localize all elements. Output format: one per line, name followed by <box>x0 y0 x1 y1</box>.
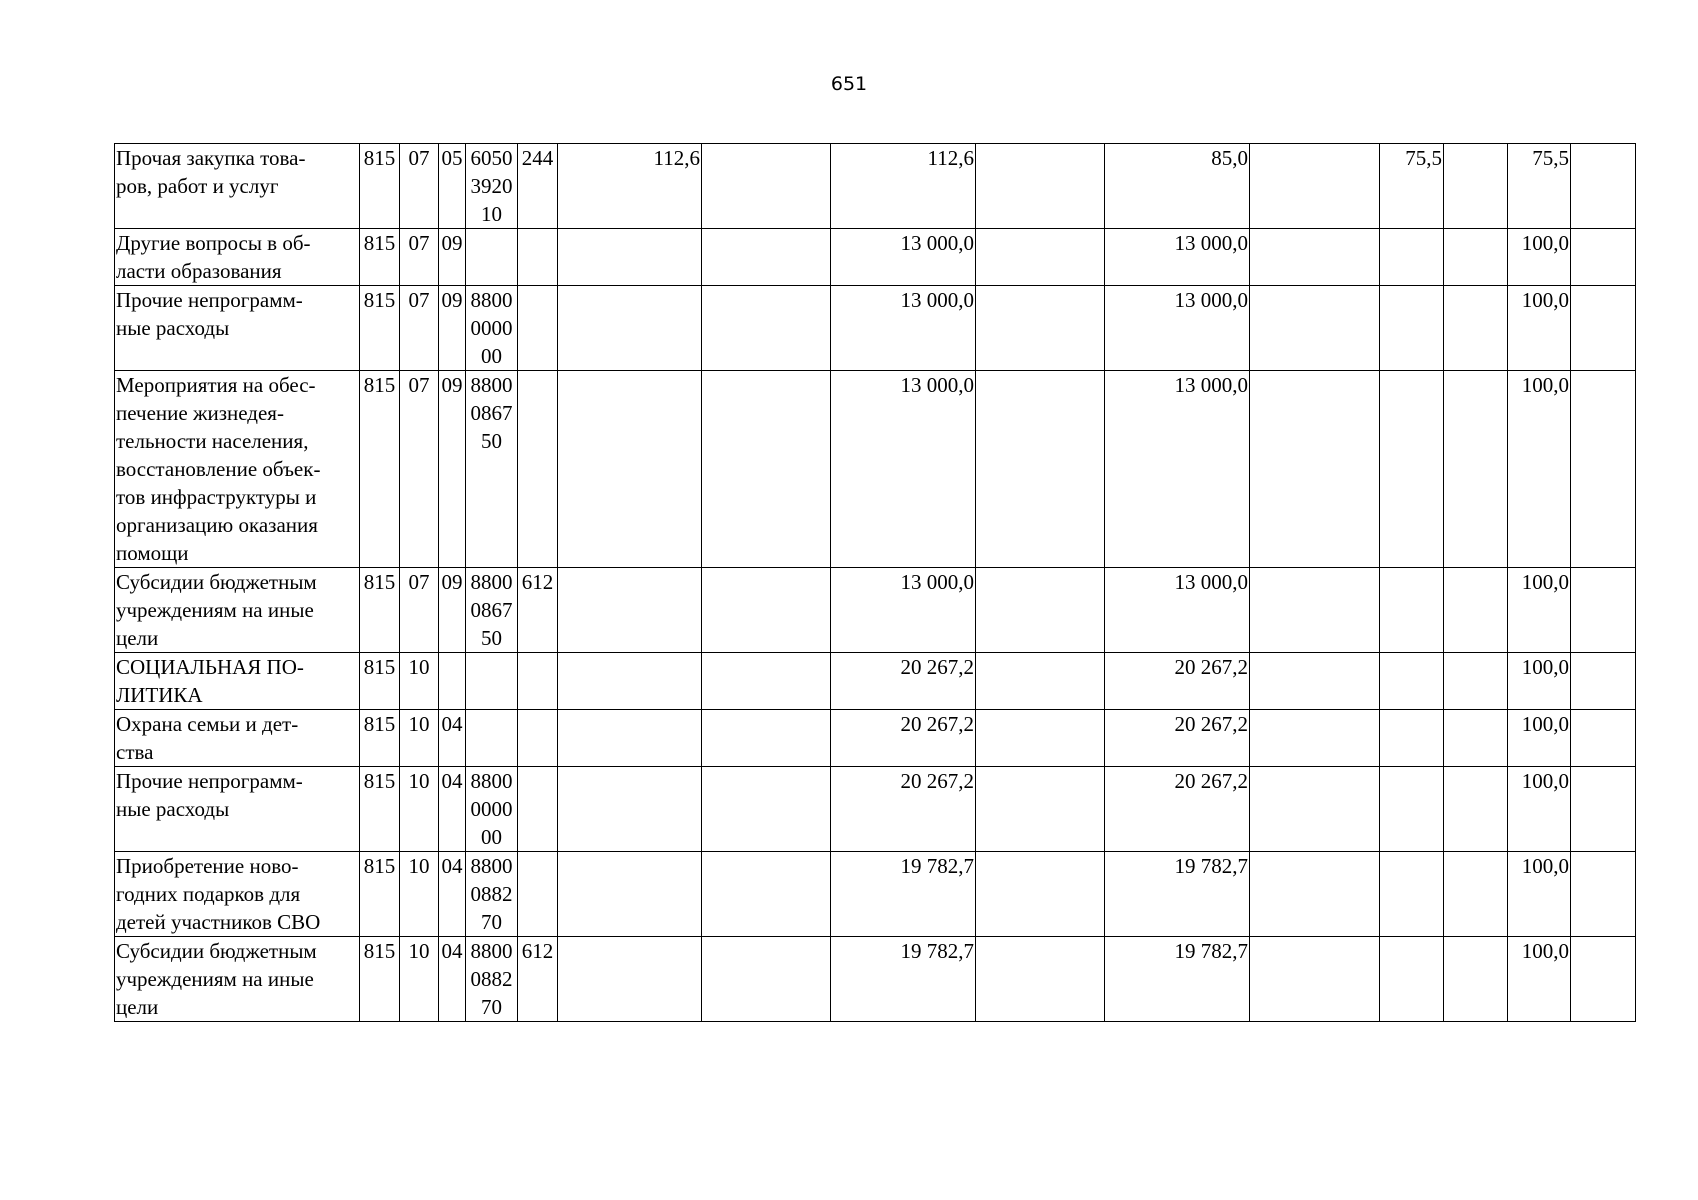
target-article-cell <box>466 937 518 1022</box>
target-article-cell <box>466 710 518 767</box>
section-code-cell-text: 07 <box>408 146 430 170</box>
amount-cell-9 <box>1508 852 1571 937</box>
table-row <box>115 653 1636 710</box>
amount-cell-4 <box>976 653 1105 710</box>
amount-cell-4 <box>976 710 1105 767</box>
amount-cell-9-text: 100,0 <box>1521 939 1569 963</box>
amount-cell-10 <box>1571 371 1636 568</box>
amount-cell-10 <box>1571 937 1636 1022</box>
subsection-code-cell-text: 04 <box>441 854 463 878</box>
subsection-code-cell <box>439 229 466 286</box>
amount-cell-8 <box>1444 710 1508 767</box>
expense-type-cell <box>518 144 558 229</box>
subsection-code-cell <box>439 767 466 852</box>
amount-cell-3-text: 19 782,7 <box>900 854 974 878</box>
amount-cell-7 <box>1380 653 1444 710</box>
section-code-cell <box>400 767 439 852</box>
target-article-cell <box>466 767 518 852</box>
amount-cell-6 <box>1250 852 1380 937</box>
table-row <box>115 371 1636 568</box>
row-name-cell <box>115 767 360 852</box>
admin-code-cell <box>360 767 400 852</box>
target-article-cell-text: 8800 0882 70 <box>470 854 513 934</box>
amount-cell-5-text: 20 267,2 <box>1174 769 1248 793</box>
row-name-cell-text: Другие вопросы в об- ласти образования <box>116 231 311 283</box>
target-article-cell-text: 8800 0867 50 <box>470 570 513 650</box>
table-row <box>115 710 1636 767</box>
amount-cell-2 <box>702 852 831 937</box>
expense-type-cell <box>518 937 558 1022</box>
row-name-cell <box>115 852 360 937</box>
expense-type-cell-text: 612 <box>521 939 554 963</box>
subsection-code-cell <box>439 286 466 371</box>
expense-type-cell <box>518 229 558 286</box>
section-code-cell <box>400 653 439 710</box>
section-code-cell-text: 10 <box>408 939 430 963</box>
row-name-cell <box>115 937 360 1022</box>
amount-cell-9-text: 75,5 <box>1532 146 1569 170</box>
amount-cell-1 <box>558 852 702 937</box>
amount-cell-9 <box>1508 937 1571 1022</box>
amount-cell-8 <box>1444 767 1508 852</box>
amount-cell-6 <box>1250 229 1380 286</box>
section-code-cell-text: 07 <box>408 373 430 397</box>
amount-cell-9 <box>1508 371 1571 568</box>
row-name-cell-text: Прочая закупка това- ров, работ и услуг <box>116 146 306 198</box>
amount-cell-6 <box>1250 144 1380 229</box>
section-code-cell <box>400 710 439 767</box>
section-code-cell <box>400 568 439 653</box>
amount-cell-6 <box>1250 286 1380 371</box>
target-article-cell <box>466 229 518 286</box>
section-code-cell-text: 07 <box>408 570 430 594</box>
section-code-cell <box>400 286 439 371</box>
amount-cell-7 <box>1380 568 1444 653</box>
admin-code-cell-text: 815 <box>363 854 396 878</box>
amount-cell-5-text: 13 000,0 <box>1174 570 1248 594</box>
admin-code-cell-text: 815 <box>363 288 396 312</box>
amount-cell-3 <box>831 229 976 286</box>
amount-cell-3 <box>831 852 976 937</box>
subsection-code-cell-text: 04 <box>441 769 463 793</box>
amount-cell-9 <box>1508 568 1571 653</box>
amount-cell-5-text: 20 267,2 <box>1174 655 1248 679</box>
section-code-cell <box>400 852 439 937</box>
table-row <box>115 767 1636 852</box>
amount-cell-7 <box>1380 371 1444 568</box>
expense-type-cell <box>518 710 558 767</box>
amount-cell-9-text: 100,0 <box>1521 373 1569 397</box>
amount-cell-2 <box>702 371 831 568</box>
row-name-cell-text: СОЦИАЛЬНАЯ ПО- ЛИТИКА <box>116 655 304 707</box>
subsection-code-cell <box>439 568 466 653</box>
admin-code-cell <box>360 937 400 1022</box>
admin-code-cell-text: 815 <box>363 655 396 679</box>
amount-cell-1 <box>558 371 702 568</box>
amount-cell-5-text: 85,0 <box>1211 146 1248 170</box>
amount-cell-10 <box>1571 852 1636 937</box>
amount-cell-10 <box>1571 568 1636 653</box>
expense-type-cell <box>518 371 558 568</box>
subsection-code-cell <box>439 371 466 568</box>
row-name-cell-text: Приобретение ново- годних подарков для детей участников СВО <box>116 854 321 934</box>
amount-cell-8 <box>1444 144 1508 229</box>
table-row <box>115 852 1636 937</box>
amount-cell-6 <box>1250 937 1380 1022</box>
amount-cell-9-text: 100,0 <box>1521 288 1569 312</box>
amount-cell-3-text: 20 267,2 <box>900 655 974 679</box>
amount-cell-8 <box>1444 852 1508 937</box>
amount-cell-10 <box>1571 286 1636 371</box>
target-article-cell-text: 8800 0882 70 <box>470 939 513 1019</box>
admin-code-cell-text: 815 <box>363 231 396 255</box>
section-code-cell-text: 10 <box>408 854 430 878</box>
row-name-cell <box>115 144 360 229</box>
expense-type-cell <box>518 767 558 852</box>
amount-cell-7 <box>1380 144 1444 229</box>
target-article-cell <box>466 286 518 371</box>
amount-cell-5-text: 20 267,2 <box>1174 712 1248 736</box>
subsection-code-cell-text: 04 <box>441 712 463 736</box>
amount-cell-5 <box>1105 767 1250 852</box>
admin-code-cell-text: 815 <box>363 373 396 397</box>
amount-cell-9-text: 100,0 <box>1521 854 1569 878</box>
admin-code-cell-text: 815 <box>363 570 396 594</box>
admin-code-cell <box>360 286 400 371</box>
amount-cell-3-text: 13 000,0 <box>900 373 974 397</box>
amount-cell-10 <box>1571 653 1636 710</box>
subsection-code-cell <box>439 653 466 710</box>
target-article-cell <box>466 144 518 229</box>
amount-cell-7 <box>1380 767 1444 852</box>
amount-cell-8 <box>1444 568 1508 653</box>
row-name-cell-text: Охрана семьи и дет- ства <box>116 712 299 764</box>
amount-cell-8 <box>1444 286 1508 371</box>
amount-cell-4 <box>976 937 1105 1022</box>
subsection-code-cell <box>439 937 466 1022</box>
admin-code-cell-text: 815 <box>363 939 396 963</box>
subsection-code-cell <box>439 852 466 937</box>
amount-cell-2 <box>702 710 831 767</box>
amount-cell-3 <box>831 144 976 229</box>
amount-cell-7 <box>1380 937 1444 1022</box>
expense-type-cell <box>518 852 558 937</box>
amount-cell-3-text: 13 000,0 <box>900 570 974 594</box>
amount-cell-9-text: 100,0 <box>1521 769 1569 793</box>
amount-cell-9 <box>1508 144 1571 229</box>
expense-type-cell <box>518 568 558 653</box>
amount-cell-6 <box>1250 653 1380 710</box>
row-name-cell <box>115 710 360 767</box>
row-name-cell-text: Прочие непрограмм- ные расходы <box>116 288 303 340</box>
amount-cell-2 <box>702 653 831 710</box>
amount-cell-6 <box>1250 568 1380 653</box>
subsection-code-cell-text: 09 <box>441 373 463 397</box>
amount-cell-2 <box>702 229 831 286</box>
target-article-cell <box>466 371 518 568</box>
amount-cell-9-text: 100,0 <box>1521 712 1569 736</box>
amount-cell-9-text: 100,0 <box>1521 231 1569 255</box>
amount-cell-9 <box>1508 286 1571 371</box>
section-code-cell <box>400 144 439 229</box>
amount-cell-5 <box>1105 852 1250 937</box>
amount-cell-1 <box>558 229 702 286</box>
amount-cell-4 <box>976 852 1105 937</box>
table-row <box>115 937 1636 1022</box>
amount-cell-1-text: 112,6 <box>653 146 700 170</box>
row-name-cell <box>115 653 360 710</box>
amount-cell-3-text: 20 267,2 <box>900 712 974 736</box>
amount-cell-5-text: 13 000,0 <box>1174 231 1248 255</box>
amount-cell-2 <box>702 568 831 653</box>
subsection-code-cell-text: 09 <box>441 570 463 594</box>
row-name-cell <box>115 286 360 371</box>
table-body <box>115 144 1636 1022</box>
target-article-cell-text: 8800 0000 00 <box>470 288 513 368</box>
subsection-code-cell-text: 09 <box>441 231 463 255</box>
amount-cell-8 <box>1444 229 1508 286</box>
amount-cell-6 <box>1250 710 1380 767</box>
amount-cell-7 <box>1380 710 1444 767</box>
section-code-cell-text: 07 <box>408 231 430 255</box>
amount-cell-2 <box>702 767 831 852</box>
admin-code-cell <box>360 568 400 653</box>
amount-cell-5-text: 19 782,7 <box>1174 854 1248 878</box>
row-name-cell <box>115 229 360 286</box>
amount-cell-4 <box>976 229 1105 286</box>
amount-cell-7 <box>1380 286 1444 371</box>
amount-cell-5 <box>1105 286 1250 371</box>
section-code-cell-text: 07 <box>408 288 430 312</box>
section-code-cell <box>400 229 439 286</box>
amount-cell-10 <box>1571 710 1636 767</box>
amount-cell-2 <box>702 937 831 1022</box>
subsection-code-cell <box>439 710 466 767</box>
expense-type-cell <box>518 653 558 710</box>
amount-cell-6 <box>1250 371 1380 568</box>
section-code-cell <box>400 371 439 568</box>
row-name-cell-text: Мероприятия на обес- печение жизнедея- тельности населения, восстановление объек- тов инфраструктуры и организацию оказания помощи <box>116 373 321 565</box>
amount-cell-3 <box>831 653 976 710</box>
amount-cell-4 <box>976 144 1105 229</box>
admin-code-cell <box>360 852 400 937</box>
amount-cell-5-text: 13 000,0 <box>1174 373 1248 397</box>
amount-cell-1 <box>558 710 702 767</box>
amount-cell-5-text: 13 000,0 <box>1174 288 1248 312</box>
target-article-cell-text: 8800 0000 00 <box>470 769 513 849</box>
target-article-cell-text: 8800 0867 50 <box>470 373 513 453</box>
admin-code-cell-text: 815 <box>363 769 396 793</box>
amount-cell-9 <box>1508 653 1571 710</box>
admin-code-cell <box>360 371 400 568</box>
amount-cell-5 <box>1105 710 1250 767</box>
expense-type-cell-text: 612 <box>521 570 554 594</box>
admin-code-cell <box>360 653 400 710</box>
amount-cell-4 <box>976 371 1105 568</box>
row-name-cell-text: Субсидии бюджетным учреждениям на иные цели <box>116 939 317 1019</box>
section-code-cell-text: 10 <box>408 655 430 679</box>
section-code-cell-text: 10 <box>408 769 430 793</box>
target-article-cell <box>466 568 518 653</box>
amount-cell-1 <box>558 568 702 653</box>
amount-cell-10 <box>1571 767 1636 852</box>
target-article-cell <box>466 653 518 710</box>
amount-cell-5-text: 19 782,7 <box>1174 939 1248 963</box>
amount-cell-7 <box>1380 852 1444 937</box>
amount-cell-3-text: 112,6 <box>927 146 974 170</box>
amount-cell-2 <box>702 144 831 229</box>
target-article-cell <box>466 852 518 937</box>
table-row <box>115 229 1636 286</box>
amount-cell-3 <box>831 937 976 1022</box>
table-row <box>115 144 1636 229</box>
admin-code-cell-text: 815 <box>363 712 396 736</box>
amount-cell-5 <box>1105 937 1250 1022</box>
amount-cell-5 <box>1105 229 1250 286</box>
amount-cell-7-text: 75,5 <box>1405 146 1442 170</box>
amount-cell-3-text: 13 000,0 <box>900 288 974 312</box>
amount-cell-9-text: 100,0 <box>1521 570 1569 594</box>
amount-cell-8 <box>1444 937 1508 1022</box>
subsection-code-cell-text: 05 <box>441 146 463 170</box>
amount-cell-9 <box>1508 767 1571 852</box>
amount-cell-3 <box>831 371 976 568</box>
amount-cell-5 <box>1105 371 1250 568</box>
amount-cell-8 <box>1444 653 1508 710</box>
amount-cell-1 <box>558 937 702 1022</box>
page-number: 651 <box>830 73 868 95</box>
subsection-code-cell-text: 04 <box>441 939 463 963</box>
amount-cell-8 <box>1444 371 1508 568</box>
amount-cell-3 <box>831 710 976 767</box>
expense-type-cell-text: 244 <box>521 146 554 170</box>
amount-cell-3-text: 19 782,7 <box>900 939 974 963</box>
admin-code-cell <box>360 144 400 229</box>
subsection-code-cell <box>439 144 466 229</box>
table-row <box>115 286 1636 371</box>
amount-cell-1 <box>558 286 702 371</box>
amount-cell-9 <box>1508 229 1571 286</box>
row-name-cell-text: Прочие непрограмм- ные расходы <box>116 769 303 821</box>
amount-cell-4 <box>976 568 1105 653</box>
amount-cell-3-text: 20 267,2 <box>900 769 974 793</box>
amount-cell-6 <box>1250 767 1380 852</box>
amount-cell-1 <box>558 767 702 852</box>
subsection-code-cell-text: 09 <box>441 288 463 312</box>
table-row <box>115 568 1636 653</box>
amount-cell-3 <box>831 568 976 653</box>
amount-cell-9-text: 100,0 <box>1521 655 1569 679</box>
amount-cell-5 <box>1105 568 1250 653</box>
admin-code-cell <box>360 229 400 286</box>
budget-table <box>114 143 1636 1022</box>
amount-cell-2 <box>702 286 831 371</box>
amount-cell-3-text: 13 000,0 <box>900 231 974 255</box>
section-code-cell-text: 10 <box>408 712 430 736</box>
admin-code-cell <box>360 710 400 767</box>
amount-cell-7 <box>1380 229 1444 286</box>
amount-cell-10 <box>1571 229 1636 286</box>
amount-cell-5 <box>1105 653 1250 710</box>
amount-cell-4 <box>976 767 1105 852</box>
admin-code-cell-text: 815 <box>363 146 396 170</box>
section-code-cell <box>400 937 439 1022</box>
amount-cell-5 <box>1105 144 1250 229</box>
row-name-cell-text: Субсидии бюджетным учреждениям на иные цели <box>116 570 317 650</box>
expense-type-cell <box>518 286 558 371</box>
amount-cell-1 <box>558 653 702 710</box>
row-name-cell <box>115 568 360 653</box>
amount-cell-3 <box>831 286 976 371</box>
target-article-cell-text: 6050 3920 10 <box>470 146 513 226</box>
row-name-cell <box>115 371 360 568</box>
amount-cell-9 <box>1508 710 1571 767</box>
amount-cell-3 <box>831 767 976 852</box>
amount-cell-1 <box>558 144 702 229</box>
amount-cell-10 <box>1571 144 1636 229</box>
amount-cell-4 <box>976 286 1105 371</box>
